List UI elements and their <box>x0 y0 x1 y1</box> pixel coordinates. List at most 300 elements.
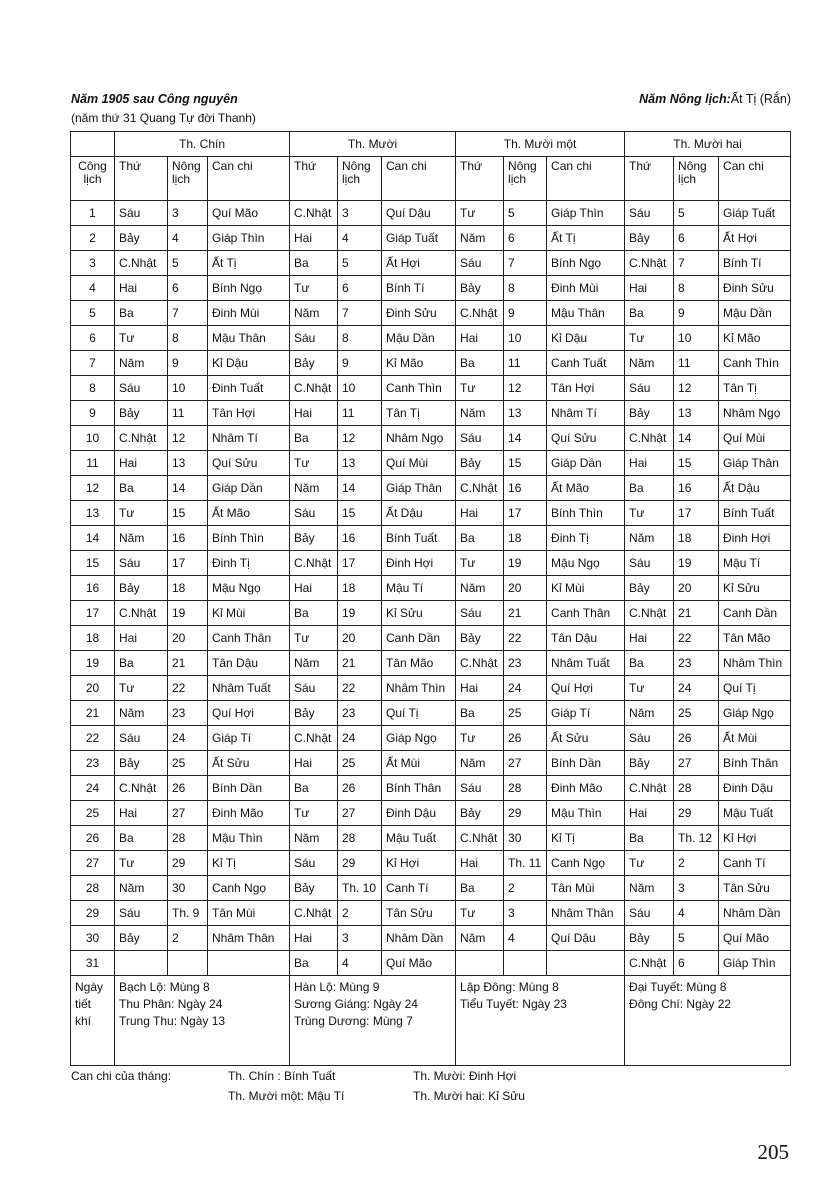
can-chi-cell: Đinh Hợi <box>382 551 456 576</box>
lunar-year-value: Ất Tị (Rắn) <box>730 92 791 106</box>
can-chi-cell: Kỉ Hợi <box>719 826 791 851</box>
can-chi-cell: Mậu Thìn <box>208 826 290 851</box>
calendar-table <box>70 131 791 1066</box>
tiet-khi-item: Trùng Dương: Mùng 7 <box>294 1014 413 1028</box>
month-can-chi-label: Can chi của tháng: <box>71 1069 172 1083</box>
cong-lich-cell: 11 <box>71 451 115 476</box>
can-chi-cell: Canh Thìn <box>382 376 456 401</box>
can-chi-cell: Ất Dậu <box>382 501 456 526</box>
can-chi-cell: Nhâm Thìn <box>719 651 791 676</box>
can-chi-cell: Đinh Mão <box>208 801 290 826</box>
nong-lich-cell: 16 <box>674 476 719 501</box>
can-chi-cell: Canh Ngọ <box>547 851 625 876</box>
nong-lich-cell: 13 <box>674 401 719 426</box>
nong-lich-cell: 26 <box>674 726 719 751</box>
cong-lich-cell: 21 <box>71 701 115 726</box>
can-chi-cell: Ất Tị <box>208 251 290 276</box>
can-chi-cell: Quí Mão <box>382 951 456 976</box>
nong-lich-cell: 15 <box>504 451 547 476</box>
can-chi-cell: Nhâm Dần <box>719 901 791 926</box>
tiet-khi-label: Ngày tiết khí <box>71 976 115 1066</box>
nong-lich-cell: 21 <box>168 651 208 676</box>
nong-lich-cell: 2 <box>168 926 208 951</box>
thu-cell: Hai <box>115 276 168 301</box>
thu-cell: Hai <box>290 926 338 951</box>
can-chi-cell: Ất Sửu <box>208 751 290 776</box>
cong-lich-cell: 7 <box>71 351 115 376</box>
can-chi-cell: Giáp Tí <box>547 701 625 726</box>
thu-cell: Năm <box>625 351 674 376</box>
col-header-can-chi: Can chi <box>382 157 456 201</box>
thu-cell: Ba <box>456 526 504 551</box>
nong-lich-cell: 8 <box>168 326 208 351</box>
tiet-khi-item: Trung Thu: Ngày 13 <box>119 1014 226 1028</box>
thu-cell: C.Nhật <box>625 776 674 801</box>
can-chi-cell: Bính Tuất <box>719 501 791 526</box>
thu-cell: C.Nhật <box>290 901 338 926</box>
thu-cell: Năm <box>115 526 168 551</box>
can-chi-cell: Kỉ Mùi <box>208 601 290 626</box>
nong-lich-cell: Th. 12 <box>674 826 719 851</box>
thu-cell: Sáu <box>115 901 168 926</box>
thu-cell: Năm <box>290 301 338 326</box>
table-row <box>71 451 791 476</box>
nong-lich-cell: 12 <box>338 426 382 451</box>
thu-cell: Tư <box>290 801 338 826</box>
thu-cell: Tư <box>625 676 674 701</box>
lunar-year-label: Năm Nông lịch: <box>639 92 731 106</box>
thu-cell: Ba <box>456 876 504 901</box>
can-chi-cell: Mậu Dần <box>719 301 791 326</box>
month-can-chi-11: Th. Mười một: Mậu Tí <box>228 1089 345 1103</box>
cong-lich-cell: 28 <box>71 876 115 901</box>
can-chi-cell: Kỉ Tị <box>547 826 625 851</box>
can-chi-cell: Giáp Thìn <box>719 951 791 976</box>
can-chi-cell: Canh Tuất <box>547 351 625 376</box>
can-chi-cell: Đinh Tuất <box>208 376 290 401</box>
thu-cell: Bảy <box>290 526 338 551</box>
col-header-thu: Thứ <box>290 157 338 201</box>
can-chi-cell: Bính Tuất <box>382 526 456 551</box>
thu-cell: Hai <box>115 801 168 826</box>
can-chi-cell: Mậu Tí <box>719 551 791 576</box>
nong-lich-cell: 17 <box>168 551 208 576</box>
col-header-nong-lich: Nông lịch <box>168 157 208 201</box>
thu-cell: Năm <box>290 476 338 501</box>
can-chi-cell: Đinh Sửu <box>382 301 456 326</box>
nong-lich-cell: 21 <box>504 601 547 626</box>
col-header-nong-lich: Nông lịch <box>338 157 382 201</box>
nong-lich-cell: 17 <box>504 501 547 526</box>
thu-cell: C.Nhật <box>625 951 674 976</box>
nong-lich-cell: 23 <box>674 651 719 676</box>
thu-cell: Năm <box>290 826 338 851</box>
nong-lich-cell: 3 <box>338 926 382 951</box>
thu-cell: Tư <box>625 326 674 351</box>
can-chi-cell: Bính Dần <box>208 776 290 801</box>
thu-cell: Bảy <box>456 276 504 301</box>
can-chi-cell: Bính Ngọ <box>547 251 625 276</box>
thu-cell: Ba <box>625 826 674 851</box>
tiet-khi-item: Sương Giáng: Ngày 24 <box>294 997 418 1011</box>
thu-cell: Hai <box>456 851 504 876</box>
can-chi-cell: Bính Thân <box>719 751 791 776</box>
nong-lich-cell: 24 <box>338 726 382 751</box>
can-chi-cell: Ất Mão <box>547 476 625 501</box>
nong-lich-cell: 26 <box>504 726 547 751</box>
thu-cell: Sáu <box>290 326 338 351</box>
nong-lich-cell: 7 <box>338 301 382 326</box>
thu-cell: Năm <box>625 526 674 551</box>
thu-cell: Năm <box>115 701 168 726</box>
tiet-khi-item: Hàn Lộ: Mùng 9 <box>294 980 380 994</box>
thu-cell: Bảy <box>456 451 504 476</box>
can-chi-cell: Tân Dậu <box>547 626 625 651</box>
cong-lich-cell: 10 <box>71 426 115 451</box>
can-chi-cell: Giáp Thân <box>719 451 791 476</box>
can-chi-cell: Đinh Dậu <box>382 801 456 826</box>
nong-lich-cell: 27 <box>168 801 208 826</box>
nong-lich-cell: 22 <box>674 626 719 651</box>
nong-lich-cell: 30 <box>168 876 208 901</box>
nong-lich-cell: 17 <box>674 501 719 526</box>
thu-cell: C.Nhật <box>456 651 504 676</box>
thu-cell: Tư <box>290 451 338 476</box>
nong-lich-cell: 20 <box>674 576 719 601</box>
table-row <box>71 801 791 826</box>
month-header: Th. Mười một <box>456 132 625 157</box>
thu-cell: Hai <box>625 801 674 826</box>
table-row <box>71 951 791 976</box>
nong-lich-cell: 16 <box>338 526 382 551</box>
month-header-row <box>71 132 791 157</box>
can-chi-cell: Kỉ Dậu <box>208 351 290 376</box>
thu-cell: Sáu <box>456 776 504 801</box>
can-chi-cell: Quí Mão <box>208 201 290 226</box>
nong-lich-cell: 14 <box>168 476 208 501</box>
can-chi-cell: Mậu Tuất <box>719 801 791 826</box>
nong-lich-cell: 15 <box>338 501 382 526</box>
thu-cell: Bảy <box>115 751 168 776</box>
can-chi-cell: Kỉ Mùi <box>547 576 625 601</box>
year-subtitle: (năm thứ 31 Quang Tự đời Thanh) <box>71 111 256 125</box>
cong-lich-cell: 3 <box>71 251 115 276</box>
thu-cell: Sáu <box>115 551 168 576</box>
nong-lich-cell: 19 <box>674 551 719 576</box>
can-chi-cell: Bính Tí <box>719 251 791 276</box>
can-chi-cell: Mậu Thân <box>208 326 290 351</box>
col-header-nong-lich: Nông lịch <box>674 157 719 201</box>
can-chi-cell: Mậu Thân <box>547 301 625 326</box>
table-row <box>71 251 791 276</box>
thu-cell: Tư <box>456 376 504 401</box>
cong-lich-cell: 17 <box>71 601 115 626</box>
thu-cell: Bảy <box>625 226 674 251</box>
thu-cell: Sáu <box>625 376 674 401</box>
nong-lich-cell: 22 <box>504 626 547 651</box>
can-chi-cell: Quí Sửu <box>547 426 625 451</box>
table-row <box>71 826 791 851</box>
col-header-can-chi: Can chi <box>719 157 791 201</box>
nong-lich-cell: Th. 11 <box>504 851 547 876</box>
table-row <box>71 476 791 501</box>
nong-lich-cell: 9 <box>674 301 719 326</box>
can-chi-cell: Kỉ Dậu <box>547 326 625 351</box>
nong-lich-cell: 14 <box>674 426 719 451</box>
col-header-cong-lich: Công lịch <box>71 157 115 201</box>
nong-lich-cell <box>504 951 547 976</box>
thu-cell: Năm <box>456 576 504 601</box>
nong-lich-cell: 28 <box>338 826 382 851</box>
thu-cell: Ba <box>625 301 674 326</box>
nong-lich-cell: 12 <box>674 376 719 401</box>
can-chi-cell: Mậu Tí <box>382 576 456 601</box>
nong-lich-cell: 29 <box>168 851 208 876</box>
thu-cell: Sáu <box>290 676 338 701</box>
thu-cell: Bảy <box>625 751 674 776</box>
nong-lich-cell: 11 <box>168 401 208 426</box>
can-chi-cell: Mậu Ngọ <box>208 576 290 601</box>
can-chi-cell: Canh Tí <box>382 876 456 901</box>
cong-lich-cell: 1 <box>71 201 115 226</box>
can-chi-cell: Mậu Ngọ <box>547 551 625 576</box>
cong-lich-cell: 19 <box>71 651 115 676</box>
tiet-khi-row <box>71 976 791 1066</box>
can-chi-cell: Đinh Sửu <box>719 276 791 301</box>
thu-cell: Hai <box>115 451 168 476</box>
thu-cell <box>115 951 168 976</box>
thu-cell: Bảy <box>115 576 168 601</box>
nong-lich-cell: 25 <box>504 701 547 726</box>
nong-lich-cell: 5 <box>674 926 719 951</box>
thu-cell: Hai <box>115 626 168 651</box>
table-row <box>71 426 791 451</box>
thu-cell: C.Nhật <box>290 551 338 576</box>
can-chi-cell: Kỉ Mão <box>382 351 456 376</box>
table-row <box>71 751 791 776</box>
nong-lich-cell: 6 <box>168 276 208 301</box>
nong-lich-cell: 20 <box>168 626 208 651</box>
thu-cell: Năm <box>625 876 674 901</box>
nong-lich-cell: 25 <box>674 701 719 726</box>
nong-lich-cell: 10 <box>504 326 547 351</box>
thu-cell: Sáu <box>115 201 168 226</box>
cong-lich-cell: 29 <box>71 901 115 926</box>
thu-cell: Ba <box>115 301 168 326</box>
table-row <box>71 851 791 876</box>
can-chi-cell: Nhâm Tí <box>208 426 290 451</box>
can-chi-cell: Quí Mão <box>719 926 791 951</box>
thu-cell: Sáu <box>456 601 504 626</box>
month-can-chi-9: Th. Chín : Bính Tuất <box>228 1069 336 1083</box>
nong-lich-cell: 7 <box>674 251 719 276</box>
nong-lich-cell: 24 <box>504 676 547 701</box>
nong-lich-cell: 20 <box>338 626 382 651</box>
nong-lich-cell: 8 <box>674 276 719 301</box>
thu-cell: Tư <box>456 901 504 926</box>
table-row <box>71 701 791 726</box>
nong-lich-cell: 27 <box>338 801 382 826</box>
can-chi-cell: Quí Hợi <box>547 676 625 701</box>
nong-lich-cell: 25 <box>338 751 382 776</box>
can-chi-cell: Ất Hợi <box>382 251 456 276</box>
can-chi-cell: Ất Mùi <box>382 751 456 776</box>
thu-cell: C.Nhật <box>456 826 504 851</box>
thu-cell: Bảy <box>625 576 674 601</box>
cong-lich-cell: 27 <box>71 851 115 876</box>
thu-cell: Hai <box>456 501 504 526</box>
can-chi-cell: Bính Thìn <box>547 501 625 526</box>
col-header-thu: Thứ <box>625 157 674 201</box>
table-row <box>71 501 791 526</box>
col-header-nong-lich: Nông lịch <box>504 157 547 201</box>
thu-cell: Tư <box>115 676 168 701</box>
thu-cell: C.Nhật <box>115 426 168 451</box>
thu-cell: Sáu <box>290 501 338 526</box>
nong-lich-cell: 8 <box>338 326 382 351</box>
can-chi-cell: Tân Dậu <box>208 651 290 676</box>
nong-lich-cell: 23 <box>338 701 382 726</box>
thu-cell: Tư <box>115 326 168 351</box>
calendar-body <box>71 201 791 976</box>
thu-cell: Sáu <box>625 201 674 226</box>
thu-cell: C.Nhật <box>290 726 338 751</box>
nong-lich-cell: 29 <box>504 801 547 826</box>
nong-lich-cell: 9 <box>338 351 382 376</box>
nong-lich-cell: 24 <box>168 726 208 751</box>
can-chi-cell: Ất Mùi <box>719 726 791 751</box>
table-row <box>71 301 791 326</box>
thu-cell: Ba <box>115 826 168 851</box>
nong-lich-cell: 3 <box>504 901 547 926</box>
nong-lich-cell: 6 <box>504 226 547 251</box>
thu-cell: C.Nhật <box>625 426 674 451</box>
can-chi-cell: Tân Tị <box>382 401 456 426</box>
month-header: Th. Mười hai <box>625 132 791 157</box>
can-chi-cell: Nhâm Thân <box>547 901 625 926</box>
nong-lich-cell <box>168 951 208 976</box>
cong-lich-cell: 24 <box>71 776 115 801</box>
nong-lich-cell: 13 <box>168 451 208 476</box>
can-chi-cell: Kỉ Hợi <box>382 851 456 876</box>
can-chi-cell: Quí Hợi <box>208 701 290 726</box>
can-chi-cell: Nhâm Dần <box>382 926 456 951</box>
table-row <box>71 201 791 226</box>
thu-cell: Ba <box>115 651 168 676</box>
can-chi-cell: Giáp Ngọ <box>719 701 791 726</box>
thu-cell: C.Nhật <box>456 301 504 326</box>
nong-lich-cell: 11 <box>504 351 547 376</box>
nong-lich-cell: 22 <box>338 676 382 701</box>
can-chi-cell: Kỉ Sửu <box>719 576 791 601</box>
nong-lich-cell: 25 <box>168 751 208 776</box>
can-chi-cell: Giáp Thân <box>382 476 456 501</box>
thu-cell: Tư <box>456 726 504 751</box>
table-row <box>71 276 791 301</box>
thu-cell <box>456 951 504 976</box>
table-row <box>71 401 791 426</box>
thu-cell: Tư <box>290 276 338 301</box>
nong-lich-cell: 14 <box>338 476 382 501</box>
can-chi-cell: Tân Mão <box>382 651 456 676</box>
nong-lich-cell: 19 <box>504 551 547 576</box>
can-chi-cell: Canh Thìn <box>719 351 791 376</box>
can-chi-cell: Tân Mùi <box>208 901 290 926</box>
cong-lich-cell: 15 <box>71 551 115 576</box>
cong-lich-cell: 31 <box>71 951 115 976</box>
cong-lich-cell: 16 <box>71 576 115 601</box>
nong-lich-cell: 7 <box>504 251 547 276</box>
can-chi-cell: Canh Thân <box>208 626 290 651</box>
cong-lich-cell: 14 <box>71 526 115 551</box>
table-row <box>71 676 791 701</box>
nong-lich-cell: 26 <box>338 776 382 801</box>
can-chi-cell: Quí Tị <box>719 676 791 701</box>
cong-lich-cell: 23 <box>71 751 115 776</box>
thu-cell: Hai <box>625 451 674 476</box>
thu-cell: Hai <box>456 326 504 351</box>
can-chi-cell: Đinh Dậu <box>719 776 791 801</box>
column-header-row <box>71 157 791 201</box>
nong-lich-cell: 21 <box>674 601 719 626</box>
can-chi-cell: Quí Dậu <box>382 201 456 226</box>
cong-lich-cell: 5 <box>71 301 115 326</box>
can-chi-cell: Ất Hợi <box>719 226 791 251</box>
year-title: Năm 1905 sau Công nguyên <box>71 92 238 106</box>
col-header-can-chi: Can chi <box>547 157 625 201</box>
nong-lich-cell: 27 <box>504 751 547 776</box>
thu-cell: Sáu <box>290 851 338 876</box>
thu-cell: Năm <box>456 751 504 776</box>
table-row <box>71 926 791 951</box>
thu-cell: Bảy <box>290 701 338 726</box>
can-chi-cell: Mậu Tuất <box>382 826 456 851</box>
can-chi-cell: Canh Dần <box>719 601 791 626</box>
nong-lich-cell: 8 <box>504 276 547 301</box>
can-chi-cell: Ất Sửu <box>547 726 625 751</box>
can-chi-cell: Nhâm Ngọ <box>382 426 456 451</box>
thu-cell: Năm <box>115 876 168 901</box>
thu-cell: C.Nhật <box>115 251 168 276</box>
nong-lich-cell: 22 <box>168 676 208 701</box>
tiet-khi-month <box>625 976 791 1066</box>
thu-cell: C.Nhật <box>290 201 338 226</box>
nong-lich-cell: 9 <box>504 301 547 326</box>
can-chi-cell: Canh Thân <box>547 601 625 626</box>
nong-lich-cell: 6 <box>674 226 719 251</box>
nong-lich-cell: 18 <box>168 576 208 601</box>
thu-cell: C.Nhật <box>290 376 338 401</box>
thu-cell: Ba <box>290 776 338 801</box>
can-chi-cell: Tân Sửu <box>382 901 456 926</box>
table-row <box>71 226 791 251</box>
thu-cell: Hai <box>456 676 504 701</box>
nong-lich-cell: 30 <box>504 826 547 851</box>
can-chi-cell: Giáp Ngọ <box>382 726 456 751</box>
thu-cell: Sáu <box>625 551 674 576</box>
can-chi-cell: Bính Thân <box>382 776 456 801</box>
nong-lich-cell: 5 <box>168 251 208 276</box>
thu-cell: C.Nhật <box>115 601 168 626</box>
nong-lich-cell: 18 <box>674 526 719 551</box>
month-can-chi-10: Th. Mười: Đinh Hợi <box>413 1069 517 1083</box>
nong-lich-cell: 10 <box>338 376 382 401</box>
table-row <box>71 901 791 926</box>
nong-lich-cell: 3 <box>338 201 382 226</box>
corner-cell <box>71 132 115 157</box>
can-chi-cell: Tân Hợi <box>208 401 290 426</box>
nong-lich-cell: 19 <box>338 601 382 626</box>
